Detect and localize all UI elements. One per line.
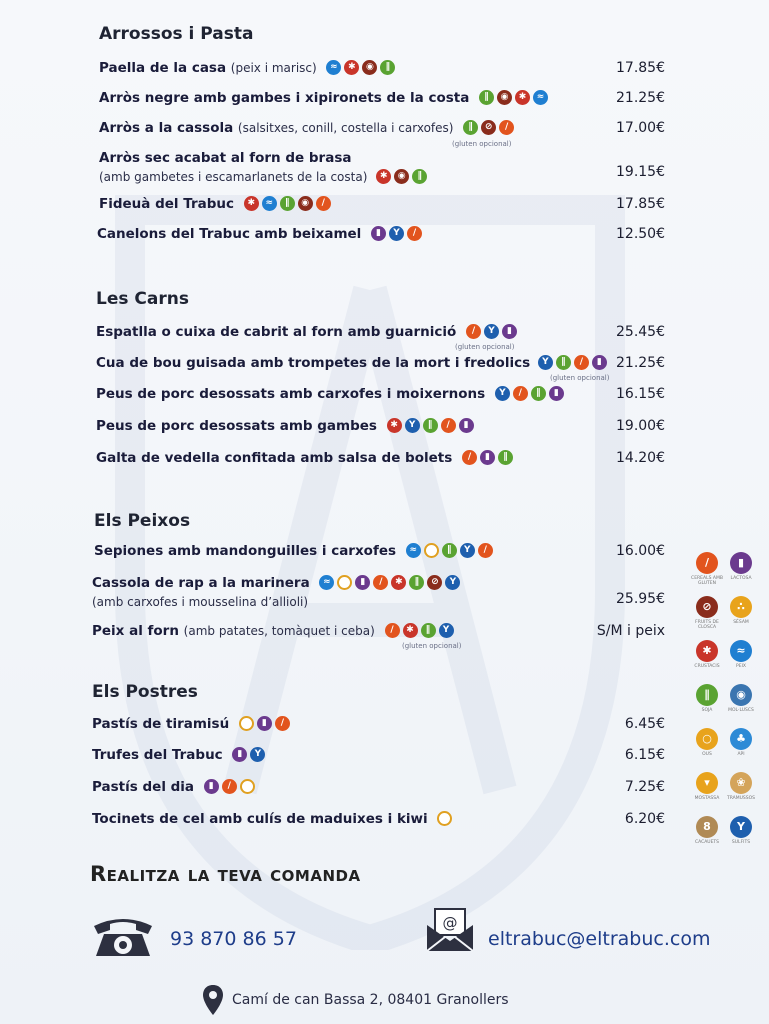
crustacean-icon: ✱ bbox=[344, 60, 359, 75]
soy-icon: ∥ bbox=[442, 543, 457, 558]
gluten-icon: / bbox=[275, 716, 290, 731]
dish-price: 19.15€ bbox=[616, 164, 665, 180]
lactose-icon: ▮ bbox=[730, 552, 752, 574]
phone-number[interactable]: 93 870 86 57 bbox=[170, 928, 297, 950]
lactose-icon: ▮ bbox=[257, 716, 272, 731]
sulphite-icon: Y bbox=[439, 623, 454, 638]
crustacean-icon: ✱ bbox=[391, 575, 406, 590]
mustard-icon: ▾ bbox=[696, 772, 718, 794]
menu-row bbox=[0, 809, 769, 837]
legend-label: OUS bbox=[702, 751, 712, 757]
dish-price: 17.85€ bbox=[616, 60, 665, 76]
svg-text:@: @ bbox=[442, 914, 458, 932]
nuts-icon: ⊘ bbox=[696, 596, 718, 618]
dish-price: 21.25€ bbox=[616, 355, 665, 371]
lactose-icon: ▮ bbox=[502, 324, 517, 339]
menu-row bbox=[0, 353, 769, 381]
dish-note: (amb gambetes i escamarlanets de la costa) bbox=[99, 170, 368, 184]
email-link[interactable]: eltrabuc@eltrabuc.com bbox=[488, 928, 711, 950]
order-title: Realitza la teva comanda bbox=[90, 862, 361, 886]
peanut-icon: 8 bbox=[696, 816, 718, 838]
fish-icon: ≈ bbox=[319, 575, 334, 590]
dish-name: Arròs negre amb gambes i xipironets de la costa bbox=[99, 90, 470, 106]
legend-label: CRUSTACIS bbox=[694, 663, 720, 669]
lactose-icon: ▮ bbox=[592, 355, 607, 370]
menu-row bbox=[0, 416, 769, 444]
menu-row bbox=[0, 224, 769, 252]
nuts-icon: ⊘ bbox=[481, 120, 496, 135]
legend-label: CEREALS AMB GLUTEN bbox=[691, 575, 723, 586]
dish-name: Espatlla o cuixa de cabrit al forn amb guarnició bbox=[96, 324, 457, 340]
menu-row bbox=[0, 745, 769, 773]
dish-name: Galta de vedella confitada amb salsa de bolets bbox=[96, 450, 453, 466]
crustacean-icon: ✱ bbox=[403, 623, 418, 638]
sulphite-icon: Y bbox=[538, 355, 553, 370]
dish-name: Peus de porc desossats amb gambes bbox=[96, 418, 377, 434]
egg-icon bbox=[424, 543, 439, 558]
gluten-icon: / bbox=[696, 552, 718, 574]
menu-row bbox=[0, 88, 769, 116]
gluten-optional-note: (gluten opcional) bbox=[455, 343, 515, 351]
egg-icon bbox=[239, 716, 254, 731]
dish-name: Pastís del dia bbox=[92, 779, 195, 795]
menu-row bbox=[0, 148, 769, 188]
gluten-icon: / bbox=[441, 418, 456, 433]
lactose-icon: ▮ bbox=[204, 779, 219, 794]
legend-label: SÈSAM bbox=[733, 619, 749, 625]
menu-row bbox=[0, 384, 769, 412]
legend-label: MOL·LUSCS bbox=[728, 707, 754, 713]
crustacean-icon: ✱ bbox=[376, 169, 391, 184]
dish-price: 17.00€ bbox=[616, 120, 665, 136]
dish-price: 6.45€ bbox=[624, 716, 665, 732]
legend-label: SULFITS bbox=[731, 839, 751, 845]
soy-icon: ∥ bbox=[380, 60, 395, 75]
legend-label: PEIX bbox=[736, 663, 746, 669]
dish-name: Sepiones amb mandonguilles i carxofes bbox=[94, 543, 397, 559]
legend-label: API bbox=[737, 751, 745, 757]
soy-icon: ∥ bbox=[556, 355, 571, 370]
sulphite-icon: Y bbox=[484, 324, 499, 339]
lactose-icon: ▮ bbox=[459, 418, 474, 433]
legend-label: CACAUETS bbox=[694, 839, 720, 845]
telephone-icon bbox=[90, 912, 156, 958]
lactose-icon: ▮ bbox=[480, 450, 495, 465]
soy-icon: ∥ bbox=[498, 450, 513, 465]
dish-subtitle bbox=[99, 170, 427, 185]
dish-price: 16.00€ bbox=[616, 543, 665, 559]
crustacean-icon: ✱ bbox=[515, 90, 530, 105]
dish-price: 6.20€ bbox=[624, 811, 665, 827]
dish-price: 6.15€ bbox=[624, 747, 665, 763]
nuts-icon: ⊘ bbox=[427, 575, 442, 590]
section-title-arrossos: Arrossos i Pasta bbox=[99, 24, 254, 44]
dish-price: S/M i peix bbox=[596, 623, 665, 639]
menu-row bbox=[0, 573, 769, 613]
dish-price: 21.25€ bbox=[616, 90, 665, 106]
gluten-icon: / bbox=[373, 575, 388, 590]
gluten-icon: / bbox=[385, 623, 400, 638]
sulphite-icon: Y bbox=[460, 543, 475, 558]
crustacean-icon: ✱ bbox=[696, 640, 718, 662]
menu-row bbox=[0, 58, 769, 86]
fish-icon: ≈ bbox=[406, 543, 421, 558]
gluten-icon: / bbox=[407, 226, 422, 241]
legend-label: FRUITS DE CLOSCA bbox=[695, 619, 719, 630]
dish-name: Peus de porc desossats amb carxofes i moixernons bbox=[96, 386, 486, 402]
mollusc-icon: ◉ bbox=[362, 60, 377, 75]
dish-name: Fideuà del Trabuc bbox=[99, 196, 235, 212]
dish-note: (amb patates, tomàquet i ceba) bbox=[183, 624, 375, 638]
soy-icon: ∥ bbox=[531, 386, 546, 401]
mollusc-icon: ◉ bbox=[298, 196, 313, 211]
gluten-icon: / bbox=[222, 779, 237, 794]
egg-icon: ○ bbox=[696, 728, 718, 750]
lactose-icon: ▮ bbox=[549, 386, 564, 401]
dish-name: Cassola de rap a la marinera bbox=[92, 575, 310, 591]
legend-label: MOSTASSA bbox=[694, 795, 720, 801]
dish-price: 25.95€ bbox=[616, 591, 665, 607]
gluten-icon: / bbox=[316, 196, 331, 211]
dish-name: Pastís de tiramisú bbox=[92, 716, 230, 732]
section-title-peixos: Els Peixos bbox=[94, 511, 191, 531]
gluten-optional-note: (gluten opcional) bbox=[452, 140, 512, 148]
lactose-icon: ▮ bbox=[232, 747, 247, 762]
location-pin-icon bbox=[202, 984, 224, 1016]
sulphite-icon: Y bbox=[250, 747, 265, 762]
celery-icon: ♣ bbox=[730, 728, 752, 750]
crustacean-icon: ✱ bbox=[387, 418, 402, 433]
gluten-icon: / bbox=[466, 324, 481, 339]
sulphite-icon: Y bbox=[445, 575, 460, 590]
menu-row bbox=[0, 194, 769, 222]
dish-name: Arròs a la cassola bbox=[99, 120, 234, 136]
dish-price: 7.25€ bbox=[624, 779, 665, 795]
gluten-icon: / bbox=[574, 355, 589, 370]
dish-name: Canelons del Trabuc amb beixamel bbox=[97, 226, 362, 242]
legend-label: SOJA bbox=[701, 707, 713, 713]
crustacean-icon: ✱ bbox=[244, 196, 259, 211]
soy-icon: ∥ bbox=[479, 90, 494, 105]
dish-name: Trufes del Trabuc bbox=[92, 747, 223, 763]
lupin-icon: ❀ bbox=[730, 772, 752, 794]
fish-icon: ≈ bbox=[730, 640, 752, 662]
mollusc-icon: ◉ bbox=[394, 169, 409, 184]
gluten-optional-note: (gluten opcional) bbox=[402, 642, 462, 650]
menu-row bbox=[0, 714, 769, 742]
dish-subtitle: (amb carxofes i mousselina d’allioli) bbox=[92, 595, 309, 609]
fish-icon: ≈ bbox=[262, 196, 277, 211]
soy-icon: ∥ bbox=[696, 684, 718, 706]
lactose-icon: ▮ bbox=[355, 575, 370, 590]
menu-row bbox=[0, 621, 769, 649]
menu-row bbox=[0, 118, 769, 146]
dish-note: (salsitxes, conill, costella i carxofes) bbox=[237, 121, 454, 135]
soy-icon: ∥ bbox=[463, 120, 478, 135]
soy-icon: ∥ bbox=[280, 196, 295, 211]
sesame-icon: ∴ bbox=[730, 596, 752, 618]
dish-note: (peix i marisc) bbox=[230, 61, 317, 75]
dish-price: 19.00€ bbox=[616, 418, 665, 434]
mollusc-icon: ◉ bbox=[730, 684, 752, 706]
email-icon bbox=[425, 907, 475, 953]
dish-name: Peix al forn bbox=[92, 623, 179, 639]
dish-price: 17.85€ bbox=[616, 196, 665, 212]
dish-price: 25.45€ bbox=[616, 324, 665, 340]
gluten-icon: / bbox=[513, 386, 528, 401]
menu-row bbox=[0, 322, 769, 350]
fish-icon: ≈ bbox=[533, 90, 548, 105]
egg-icon bbox=[240, 779, 255, 794]
menu-row bbox=[0, 777, 769, 805]
soy-icon: ∥ bbox=[421, 623, 436, 638]
fish-icon: ≈ bbox=[326, 60, 341, 75]
sulphite-icon: Y bbox=[495, 386, 510, 401]
gluten-optional-note: (gluten opcional) bbox=[550, 374, 610, 382]
soy-icon: ∥ bbox=[412, 169, 427, 184]
sulphite-icon: Y bbox=[405, 418, 420, 433]
egg-icon bbox=[337, 575, 352, 590]
gluten-icon: / bbox=[478, 543, 493, 558]
dish-price: 14.20€ bbox=[616, 450, 665, 466]
lactose-icon: ▮ bbox=[371, 226, 386, 241]
gluten-icon: / bbox=[462, 450, 477, 465]
egg-icon bbox=[437, 811, 452, 826]
section-title-postres: Els Postres bbox=[92, 682, 198, 702]
address: Camí de can Bassa 2, 08401 Granollers bbox=[232, 992, 509, 1008]
legend-label: TRAMUSSOS bbox=[726, 795, 756, 801]
sulphite-icon: Y bbox=[389, 226, 404, 241]
dish-price: 12.50€ bbox=[616, 226, 665, 242]
soy-icon: ∥ bbox=[423, 418, 438, 433]
dish-name: Cua de bou guisada amb trompetes de la mort i fredolics bbox=[96, 355, 531, 371]
section-title-carns: Les Carns bbox=[96, 289, 189, 309]
soy-icon: ∥ bbox=[409, 575, 424, 590]
dish-name: Arròs sec acabat al forn de brasa bbox=[99, 150, 352, 166]
dish-name: Tocinets de cel amb culís de maduixes i kiwi bbox=[92, 811, 428, 827]
mollusc-icon: ◉ bbox=[497, 90, 512, 105]
dish-name: Paella de la casa bbox=[99, 60, 227, 76]
menu-row bbox=[0, 541, 769, 569]
dish-price: 16.15€ bbox=[616, 386, 665, 402]
menu-row bbox=[0, 448, 769, 476]
legend-label: LACTOSA bbox=[730, 575, 752, 581]
sulphite-icon: Y bbox=[730, 816, 752, 838]
gluten-icon: / bbox=[499, 120, 514, 135]
dish bbox=[99, 60, 395, 76]
